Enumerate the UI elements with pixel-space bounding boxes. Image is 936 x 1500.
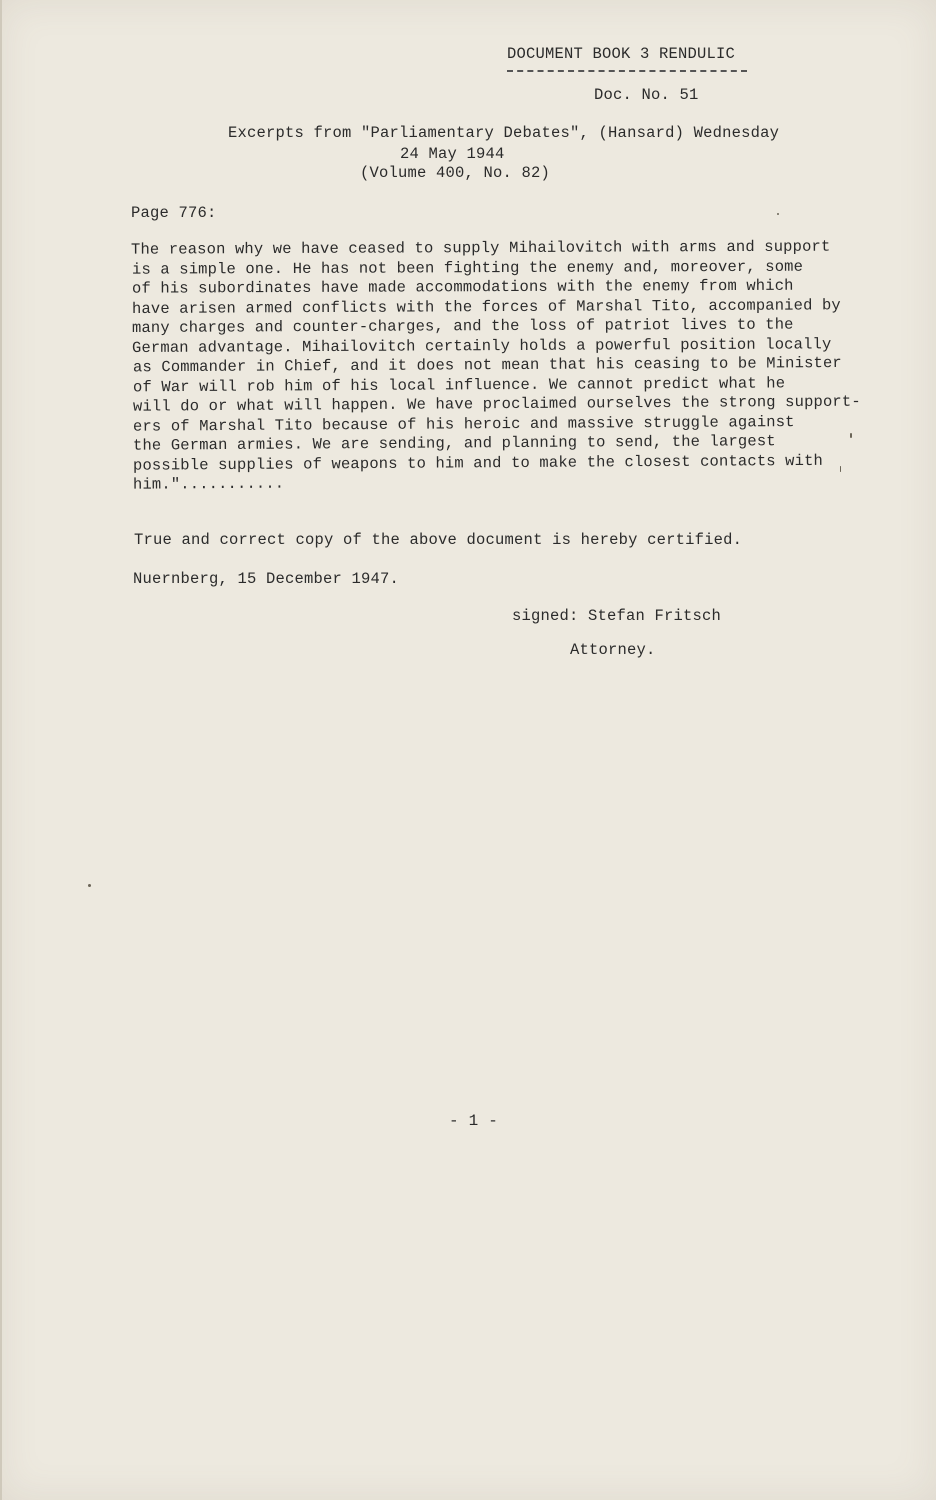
- excerpt-line: have arisen armed conflicts with the forces of Marshal Tito, accompanied by: [131, 295, 841, 318]
- excerpt-line: is a simple one. He has not been fighting the enemy and, moreover, some: [131, 257, 804, 279]
- document-book-header: DOCUMENT BOOK 3 RENDULIC: [507, 45, 736, 63]
- place-and-date: Nuernberg, 15 December 1947.: [133, 570, 400, 588]
- signatory-title: Attorney.: [570, 641, 656, 659]
- excerpt-line: as Commander in Chief, and it does not mean that his ceasing to be Minister: [132, 353, 842, 377]
- signature-line: signed: Stefan Fritsch: [512, 607, 722, 625]
- page-edge: [0, 0, 2, 1500]
- excerpt-line: The reason why we have ceased to supply Mihailovitch with arms and support: [130, 237, 831, 259]
- page-reference: Page 776:: [131, 204, 217, 222]
- excerpt-line: will do or what will happen. We have proclaimed ourselves the strong support-: [132, 392, 861, 416]
- excerpt-line: of his subordinates have made accommodations with the enemy from which: [131, 276, 794, 298]
- ink-speck: [840, 466, 841, 472]
- title-line-1: Excerpts from "Parliamentary Debates", (Hansard) Wednesday: [228, 124, 780, 142]
- certification-statement: True and correct copy of the above document is hereby certified.: [134, 531, 743, 549]
- excerpt-body: [131, 239, 891, 493]
- excerpt-line: him."...........: [132, 474, 285, 494]
- excerpt-line: the German armies. We are sending, and planning to send, the largest: [132, 432, 776, 455]
- excerpt-line: many charges and counter-charges, and the loss of patriot lives to the: [131, 315, 794, 337]
- excerpt-line: possible supplies of weapons to him and to make the closest contacts with: [132, 451, 824, 475]
- document-number: Doc. No. 51: [594, 86, 699, 104]
- ink-speck: [777, 213, 779, 215]
- excerpt-line: ers of Marshal Tito because of his heroic and massive struggle against: [132, 412, 795, 436]
- excerpt-line: of War will rob him of his local influence. We cannot predict what he: [132, 373, 786, 396]
- excerpt-line: German advantage. Mihailovitch certainly holds a powerful position locally: [131, 334, 832, 357]
- title-line-2: 24 May 1944: [400, 145, 505, 163]
- header-dashed-rule: [507, 70, 747, 72]
- ink-speck: [850, 433, 852, 438]
- title-line-3: (Volume 400, No. 82): [360, 164, 551, 182]
- page-number: - 1 -: [449, 1112, 499, 1130]
- ink-speck: [88, 884, 91, 887]
